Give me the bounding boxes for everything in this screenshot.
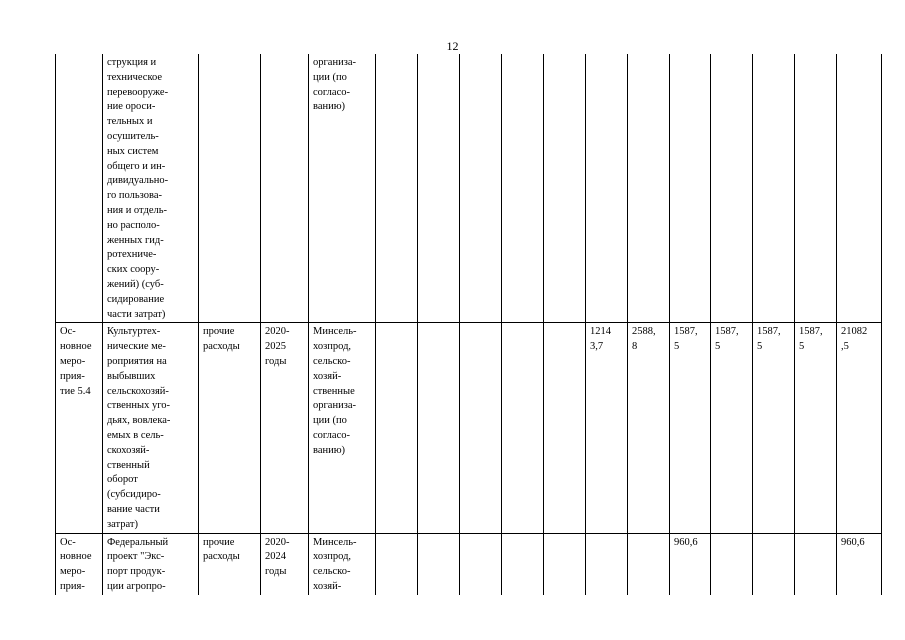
table-cell	[261, 54, 309, 323]
table-cell: 1214 3,7	[586, 323, 628, 533]
table-cell	[711, 533, 753, 595]
table-cell: прочие расходы	[199, 323, 261, 533]
table-cell: 1587, 5	[670, 323, 711, 533]
table-cell: Минсель- хозпрод, сельско- хозяй- ственные организа- ции (по согласо- ванию)	[309, 323, 376, 533]
table-cell	[628, 533, 670, 595]
program-table	[55, 54, 882, 595]
table-cell	[670, 54, 711, 323]
table-cell	[460, 323, 502, 533]
table-cell	[376, 54, 418, 323]
table-cell	[376, 533, 418, 595]
table-cell	[753, 54, 795, 323]
table-cell	[502, 323, 544, 533]
table-cell	[418, 54, 460, 323]
table-cell: струкция и техническое перевооруже- ние ороси- тельных и осушитель- ных систем общего и ин- дивидуально- го пользова- ния и отдель- но располо- женных гид- ротехниче- ских соору- жений) (суб- сидирование части затрат)	[103, 54, 199, 323]
table-cell: 2020- 2025 годы	[261, 323, 309, 533]
table-cell: Ос- новное меро- прия-	[56, 533, 103, 595]
table-cell	[376, 323, 418, 533]
table-cell: организа- ции (по согласо- ванию)	[309, 54, 376, 323]
page-number: 12	[446, 39, 459, 53]
table-row	[56, 323, 882, 533]
table-cell	[586, 54, 628, 323]
table-cell: 960,6	[670, 533, 711, 595]
table-cell	[418, 533, 460, 595]
table-cell: Минсель- хозпрод, сельско- хозяй-	[309, 533, 376, 595]
table-cell	[460, 54, 502, 323]
table-cell: Ос- новное меро- прия- тие 5.4	[56, 323, 103, 533]
table-cell	[544, 533, 586, 595]
table-row	[56, 54, 882, 323]
table-row	[56, 533, 882, 595]
table-cell: 2020- 2024 годы	[261, 533, 309, 595]
table-cell	[795, 54, 837, 323]
table-cell: 1587, 5	[795, 323, 837, 533]
table-cell	[502, 533, 544, 595]
table-cell: Культуртех- нические ме- роприятия на выбывших сельскохозяй- ственных уго- дьях, вовлека- емых в сель- скохозяй- ственный оборот (субсидиро- вание части затрат)	[103, 323, 199, 533]
table-cell: прочие расходы	[199, 533, 261, 595]
table-cell: 960,6	[837, 533, 882, 595]
table-cell	[837, 54, 882, 323]
table-cell: 1587, 5	[753, 323, 795, 533]
table-cell: 2588, 8	[628, 323, 670, 533]
table-cell: Федеральный проект "Экс- порт продук- ции агропро-	[103, 533, 199, 595]
table-cell	[711, 54, 753, 323]
table-cell: 21082 ,5	[837, 323, 882, 533]
table-cell	[502, 54, 544, 323]
table-cell	[199, 54, 261, 323]
table-cell	[460, 533, 502, 595]
table-cell	[544, 323, 586, 533]
table-cell	[753, 533, 795, 595]
table-cell	[56, 54, 103, 323]
table-cell	[418, 323, 460, 533]
table-cell: 1587, 5	[711, 323, 753, 533]
table-cell	[795, 533, 837, 595]
table-cell	[586, 533, 628, 595]
table-cell	[544, 54, 586, 323]
table-cell	[628, 54, 670, 323]
